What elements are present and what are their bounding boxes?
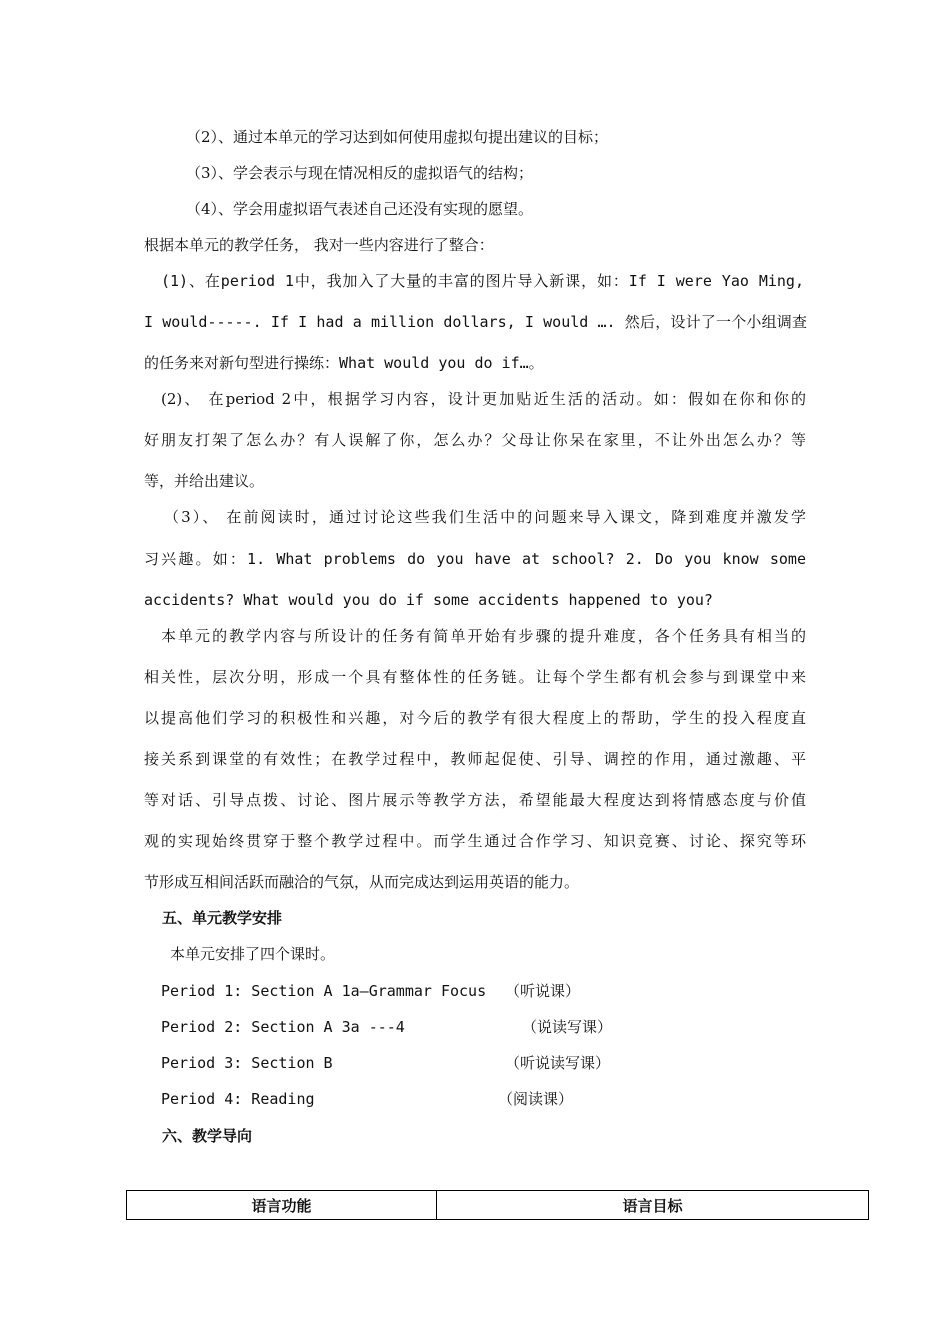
summary-line-6: 观的实现始终贯穿于整个教学过程中。而学生通过合作学习、知识竞赛、讨论、探究等环 [144, 832, 806, 850]
summary-line-2: 相关性，层次分明，形成一个具有整体性的任务链。让每个学生都有机会参与到课堂中来 [144, 668, 806, 686]
item2-line3: 等，并给出建议。 [144, 472, 265, 490]
item1-line3: 的任务来对新句型进行操练：What would you do if…。 [144, 354, 544, 372]
period-3-name: Period 3: Section B [161, 1054, 333, 1072]
section5-title: 五、单元教学安排 [162, 909, 283, 927]
item2-line1: (2)、 在period 2中，根据学习内容，设计更加贴近生活的活动。如：假如在你和你的 [161, 390, 806, 408]
goal-3: （3）、学会表示与现在情况相反的虚拟语气的结构； [186, 164, 534, 182]
section6-title: 六、教学导向 [162, 1127, 253, 1145]
item1-line2: I would-----. If I had a million dollars, I would …. 然后，设计了一个小组调查 [144, 313, 807, 331]
period-1-type: （听说课） [505, 982, 581, 1000]
summary-line-5: 等对话、引导点拨、讨论、图片展示等教学方法，希望能最大程度达到将情感态度与价值 [144, 791, 806, 809]
item3-line1: （3）、 在前阅读时，通过讨论这些我们生活中的问题来导入课文，降到难度并激发学 [164, 508, 806, 526]
integration-intro: 根据本单元的教学任务， 我对一些内容进行了整合： [144, 236, 494, 254]
goal-2: （2）、通过本单元的学习达到如何使用虚拟句提出建议的目标； [186, 128, 609, 146]
period-4-type: （阅读课） [498, 1090, 574, 1108]
table-header-row [127, 1191, 869, 1220]
summary-line-7: 节形成互相间活跃而融洽的气氛，从而完成达到运用英语的能力。 [144, 873, 580, 891]
period-2-type: （说读写课） [522, 1018, 613, 1036]
summary-line-4: 接关系到课堂的有效性；在教学过程中，教师起促使、引导、调控的作用，通过激趣、平 [144, 750, 806, 768]
goal-4: （4）、学会用虚拟语气表述自己还没有实现的愿望。 [186, 200, 534, 218]
period-2-name: Period 2: Section A 3a ---4 [161, 1018, 405, 1036]
header-language-goal: 语言目标 [437, 1191, 869, 1220]
item3-line2: 习兴趣。如：1. What problems do you have at school? 2. Do you know some [144, 550, 806, 568]
item2-line2: 好朋友打架了怎么办？有人误解了你，怎么办？父母让你呆在家里，不让外出怎么办？等 [144, 431, 806, 449]
header-language-function: 语言功能 [127, 1191, 437, 1220]
summary-line-3: 以提高他们学习的积极性和兴趣，对今后的教学有很大程度上的帮助，学生的投入程度直 [144, 709, 806, 727]
period-4-name: Period 4: Reading [161, 1090, 315, 1108]
teaching-orientation-table [126, 1190, 869, 1220]
period-1-name: Period 1: Section A 1a—Grammar Focus [161, 982, 487, 1000]
item3-line3: accidents? What would you do if some accidents happened to you? [144, 591, 713, 609]
section5-intro: 本单元安排了四个课时。 [170, 945, 336, 963]
period-3-type: （听说读写课） [505, 1054, 611, 1072]
item1-line1: (1)、在period 1中，我加入了大量的丰富的图片导入新课，如：If I were Yao Ming, [161, 272, 804, 290]
summary-line-1: 本单元的教学内容与所设计的任务有简单开始有步骤的提升难度，各个任务具有相当的 [161, 627, 806, 645]
